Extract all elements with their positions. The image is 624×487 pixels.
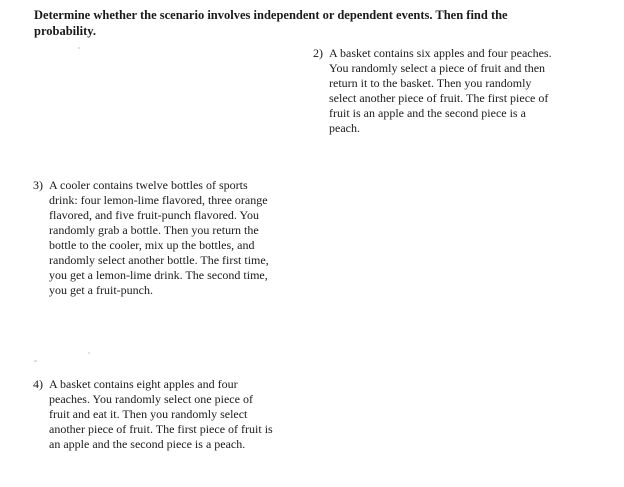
problem-text: A cooler contains twelve bottles of sports drink: four lemon-lime flavored, three orange flavored, and five fruit-punch flavored. You randomly grab a bottle. Then you return the bottle to the cooler, mix up the bottles, and randomly select another bottle. The first time, you get a lemon-lime drink. The second time, you get a fruit-punch.: [49, 178, 269, 297]
scan-speck: [88, 352, 90, 354]
problem-2: [313, 46, 558, 136]
problem-number: 3): [33, 178, 43, 192]
problem-text: A basket contains six apples and four peaches. You randomly select a piece of fruit and then return it to the basket. Then you randomly select another piece of fruit. The first piece of fruit is an apple and the second piece is a peach.: [329, 46, 552, 135]
instructions-heading: Determine whether the scenario involves independent or dependent events. Then find the probability.: [34, 8, 508, 38]
scan-speck: [78, 47, 80, 49]
problem-4: [33, 377, 273, 452]
problem-3: [33, 178, 273, 298]
scan-speck: [34, 360, 37, 362]
problem-text: A basket contains eight apples and four peaches. You randomly select one piece of fruit and eat it. Then you randomly select another piece of fruit. The first piece of fruit is an apple and the second piece is a peach.: [49, 377, 273, 451]
problem-number: 2): [313, 46, 323, 60]
problem-number: 4): [33, 377, 43, 391]
